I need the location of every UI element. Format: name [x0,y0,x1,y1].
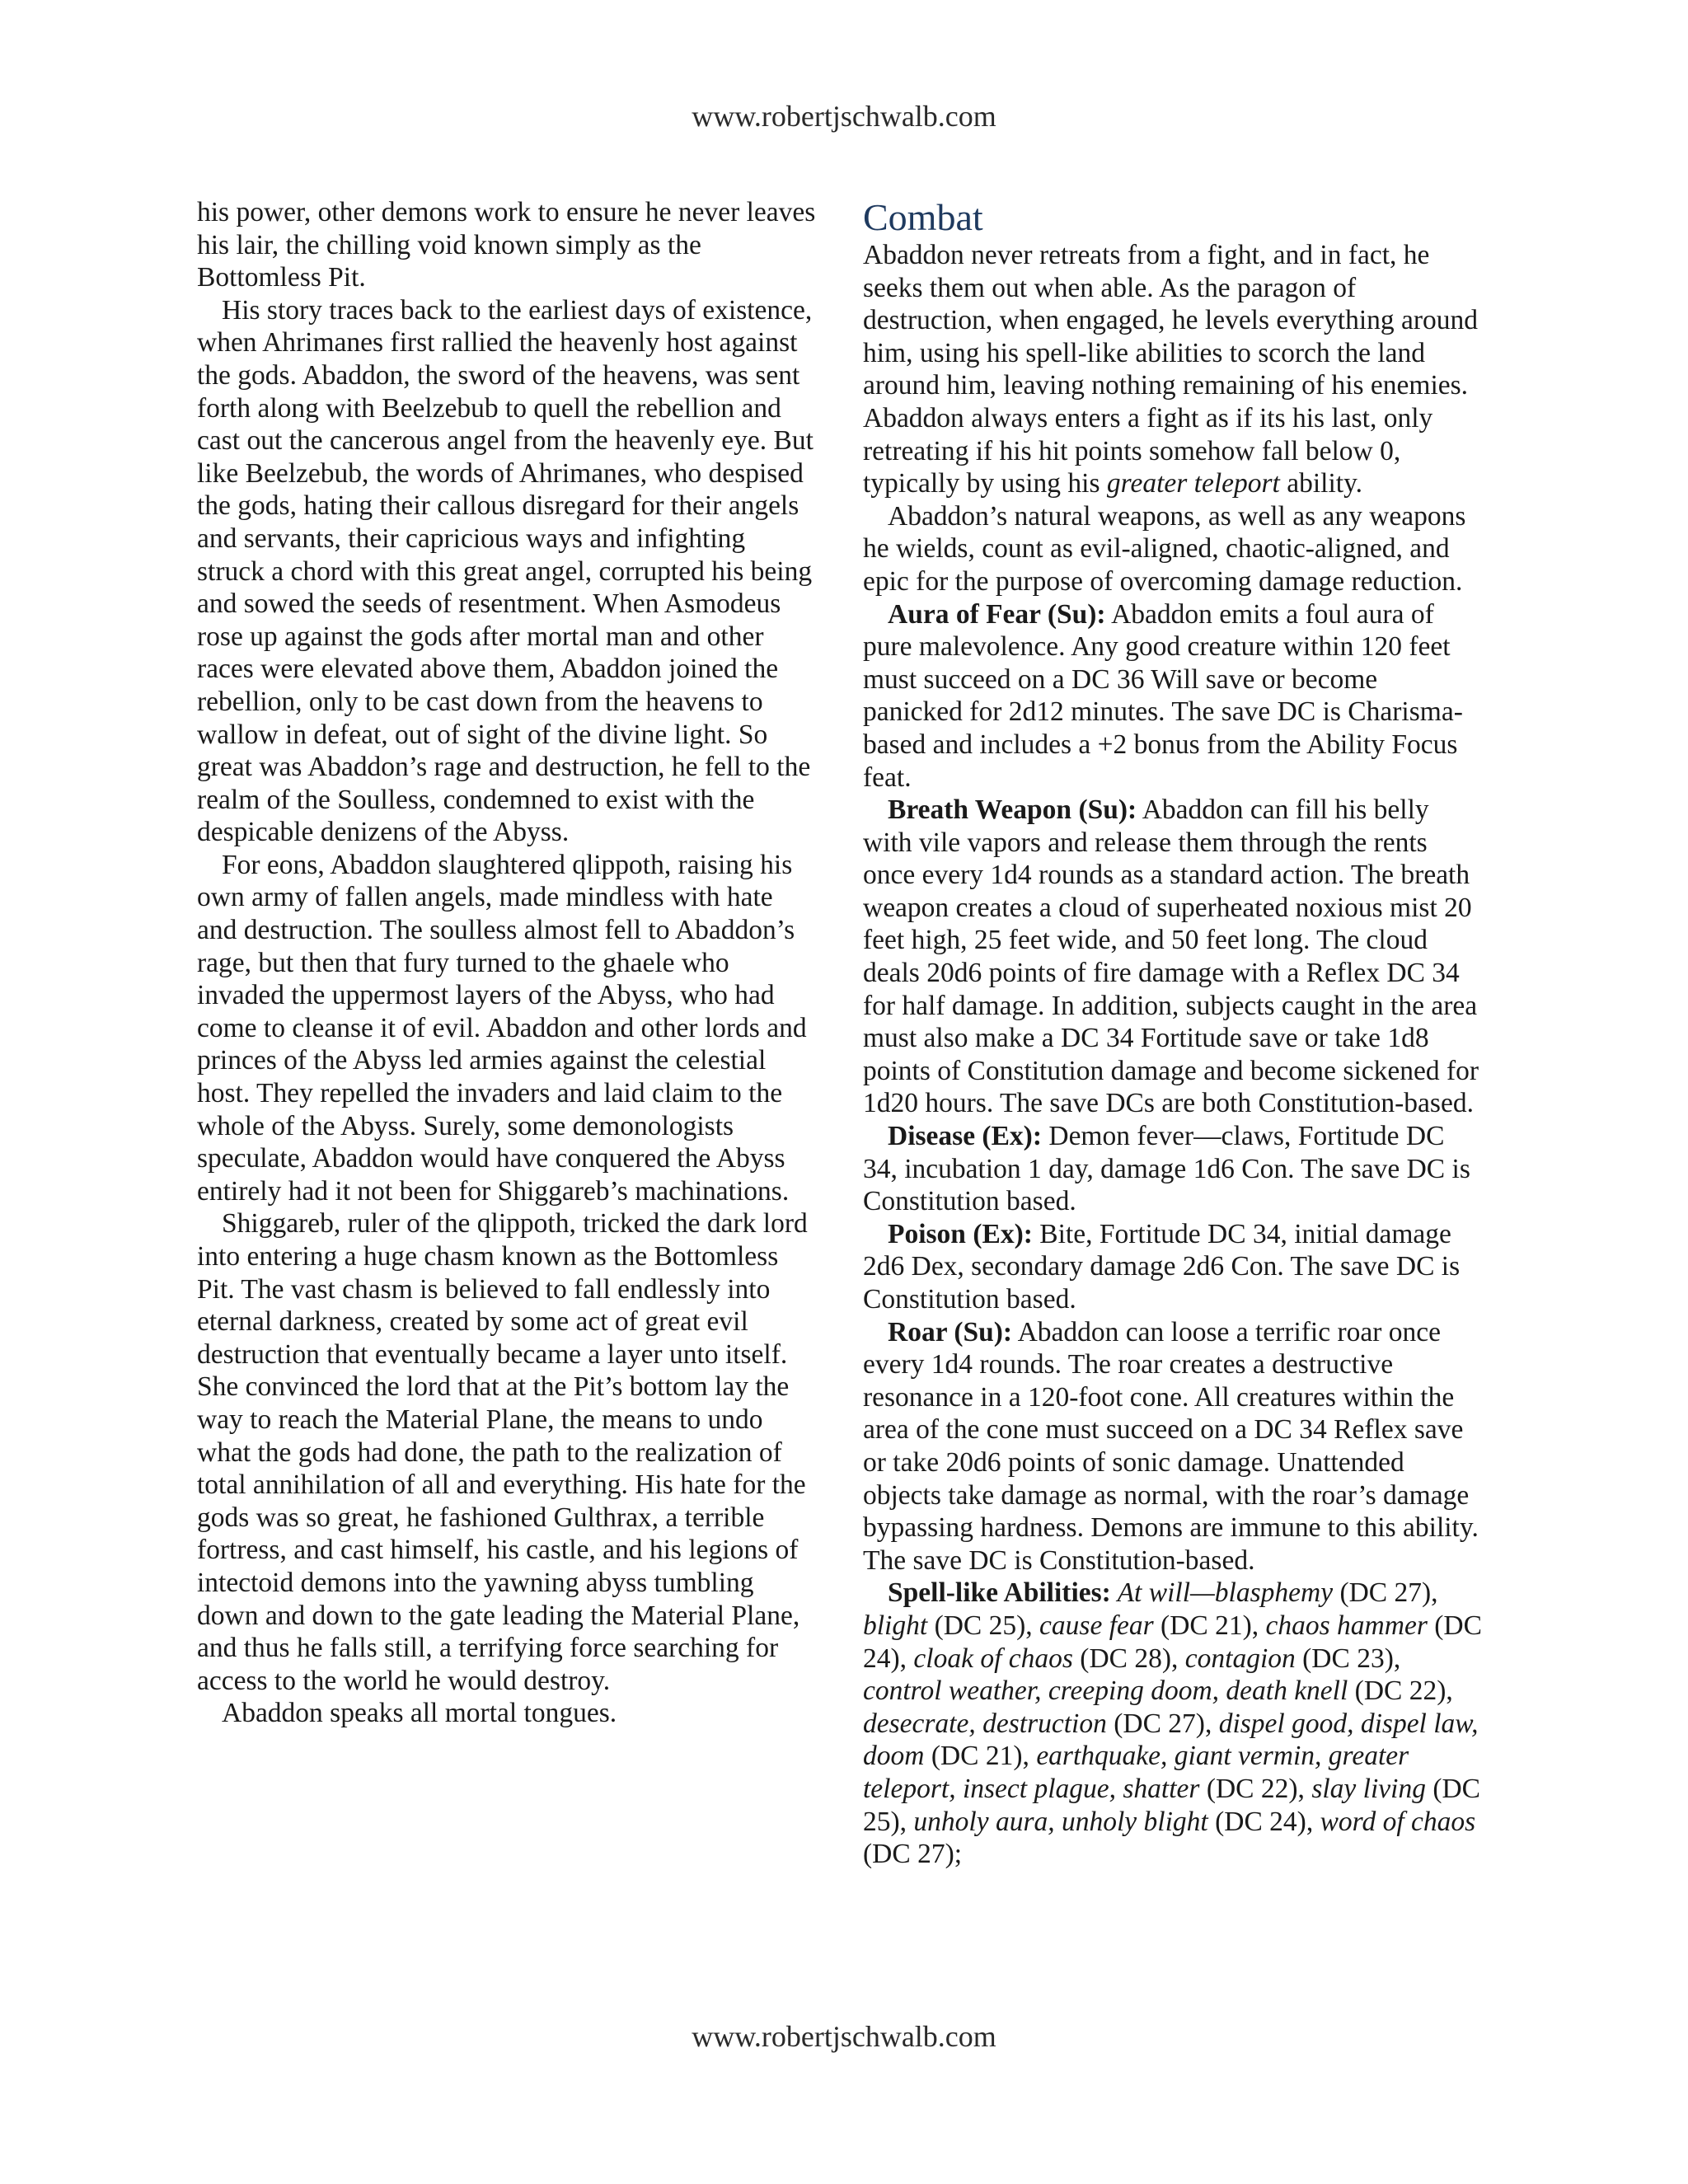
italic-text: cloak of chaos [913,1643,1073,1674]
paragraph [197,849,817,1208]
italic-text: word of chaos [1320,1806,1476,1837]
footer-url: www.robertjschwalb.com [692,2020,996,2053]
text-run: (DC 22), [1348,1675,1453,1707]
text-run: Demon fever—claws, Fortitude DC 34, incubation 1 day, damage 1d6 Con. The save DC is Constitution based. [863,1121,1470,1217]
ability-name: Breath Weapon (Su): [888,794,1137,826]
text-run: his power, other demons work to ensure he never leaves his lair, the chilling void known simply as the Bottomless Pit. [197,197,816,293]
italic-text: unholy aura, unholy blight [913,1806,1208,1837]
text-run: ability. [1279,468,1363,499]
italic-text: earthquake, giant vermin, greater teleport, insect plague, shatter [863,1741,1409,1804]
paragraph [863,1577,1483,1870]
text-run: (DC 28), [1072,1643,1185,1674]
text-run: (DC 21), [924,1741,1037,1772]
text-run: Abaddon never retreats from a fight, and in fact, he seeks them out when able. As the paragon of destruction, when engaged, he levels everything around him, using his spell-like abilities to scorch the land around him, leaving nothing remaining of his enemies. Abaddon always enters a fight as if its his last, only retreating if his hit points somehow fall below 0, typically by using his [863,240,1479,499]
italic-text: greater teleport [1106,468,1280,499]
ability-name: Aura of Fear (Su): [888,598,1106,630]
paragraph [863,1120,1483,1218]
italic-text: contagion [1184,1643,1296,1674]
text-run: (DC 22), [1199,1773,1312,1804]
text-run: Abaddon speaks all mortal tongues. [222,1698,617,1729]
paragraph [863,500,1483,598]
text-run: (DC 27), [1333,1577,1438,1609]
left-column [197,196,817,1730]
ability-name: Disease (Ex): [888,1121,1042,1152]
paragraph [197,1207,817,1697]
text-run: (DC 25), [927,1610,1040,1641]
ability-name: Poison (Ex): [888,1218,1033,1249]
paragraph [863,598,1483,794]
italic-text: blight [863,1610,928,1641]
text-run: (DC 25), [863,1773,1481,1837]
italic-text: chaos hammer [1265,1610,1428,1641]
combat-heading: Combat [863,196,983,238]
text-run: (DC 27); [863,1839,963,1870]
italic-text: control weather, creeping doom, death knell [863,1675,1348,1707]
paragraph [863,239,1483,500]
text-run: (DC 24), [863,1610,1482,1674]
text-run: Shiggareb, ruler of the qlippoth, tricked the dark lord into entering a huge chasm known as the Bottomless Pit. The vast chasm is believed to fall endlessly into eternal darkness, created by some act of great evil destruction that eventually became a layer unto itself. She convinced the lord that at the Pit’s bottom lay the way to reach the Material Plane, the means to undo what the gods had done, the path to the realization of total annihilation of all and everything. His hate for the gods was so great, he fashioned Gulthrax, a terrible fortress, and cast himself, his castle, and his legions of intectoid demons into the yawning abyss tumbling down and down to the gate leading the Material Plane, and thus he falls still, a terrifying force searching for access to the world he would destroy. [197,1208,808,1696]
text-run: (DC 23), [1295,1643,1401,1674]
text-run: (DC 27), [1106,1708,1219,1739]
paragraph [863,794,1483,1120]
ability-name: Roar (Su): [888,1316,1013,1347]
text-run: His story traces back to the earliest days of existence, when Ahrimanes first rallied the heavenly host against the gods. Abaddon, the sword of the heavens, was sent forth along with Beelzebub to quell the rebellion and cast out the cancerous angel from the heavenly eye. But like Beelzebub, the words of Ahrimanes, who despised the gods, hating their callous disregard for their angels and servants, their capricious ways and infighting struck a chord with this great angel, corrupted his being and sowed the seeds of resentment. When Asmodeus rose up against the gods after mortal man and other races were elevated above them, Abaddon joined the rebellion, only to be cast down from the heavens to wallow in defeat, out of sight of the divine light. So great was Abaddon’s rage and destruction, he fell to the realm of the Soulless, condemned to exist with the despicable denizens of the Abyss. [197,294,814,848]
paragraph [197,294,817,849]
italic-text: slay living [1311,1773,1426,1804]
paragraph [863,1316,1483,1577]
right-column [863,196,1483,1871]
italic-text: dispel good, dispel law, doom [863,1708,1479,1772]
text-run: (DC 24), [1207,1806,1320,1837]
italic-text: desecrate, destruction [863,1708,1107,1739]
text-run: For eons, Abaddon slaughtered qlippoth, raising his own army of fallen angels, made mindless with hate and destruction. The soulless almost fell to Abaddon’s rage, but then that fury turned to the ghaele who invaded the uppermost layers of the Abyss, who had come to cleanse it of evil. Abaddon and other lords and princes of the Abyss led armies against the celestial host. They repelled the invaders and laid claim to the whole of the Abyss. Surely, some demonologists speculate, Abaddon would have conquered the Abyss entirely had it not been for Shiggareb’s machinations. [197,849,807,1207]
paragraph [197,196,817,294]
paragraph [197,1697,817,1730]
text-run: Abaddon’s natural weapons, as well as any weapons he wields, count as evil-aligned, chaotic-aligned, and epic for the purpose of overcoming damage reduction. [863,500,1466,597]
paragraph [863,1218,1483,1316]
text-run: Abaddon can fill his belly with vile vapors and release them through the rents once every 1d4 rounds as a standard action. The breath weapon creates a cloud of superheated noxious mist 20 feet high, 25 feet wide, and 50 feet long. The cloud deals 20d6 points of fire damage with a Reflex DC 34 for half damage. In addition, subjects caught in the area must also make a DC 34 Fortitude save or take 1d8 points of Constitution damage and become sickened for 1d20 hours. The save DCs are both Constitution-based. [863,794,1479,1119]
header-url: www.robertjschwalb.com [692,100,996,133]
text-run: Abaddon emits a foul aura of pure malevolence. Any good creature within 120 feet must succeed on a DC 36 Will save or become panicked for 2d12 minutes. The save DC is Charisma-based and includes a +2 bonus from the Ability Focus feat. [863,598,1463,793]
text-run: (DC 21), [1153,1610,1266,1641]
italic-text: At will—blasphemy [1110,1577,1334,1609]
text-run: Abaddon can loose a terrific roar once every 1d4 rounds. The roar creates a destructive resonance in a 120-foot cone. All creatures within the area of the cone must succeed on a DC 34 Reflex save or take 20d6 points of sonic damage. Unattended objects take damage as normal, with the roar’s damage bypassing hardness. Demons are immune to this ability. The save DC is Constitution-based. [863,1316,1479,1576]
italic-text: cause fear [1039,1610,1154,1641]
ability-name: Spell-like Abilities: [888,1577,1111,1609]
text-run: Bite, Fortitude DC 34, initial damage 2d6 Dex, secondary damage 2d6 Con. The save DC is Constitution based. [863,1218,1461,1315]
